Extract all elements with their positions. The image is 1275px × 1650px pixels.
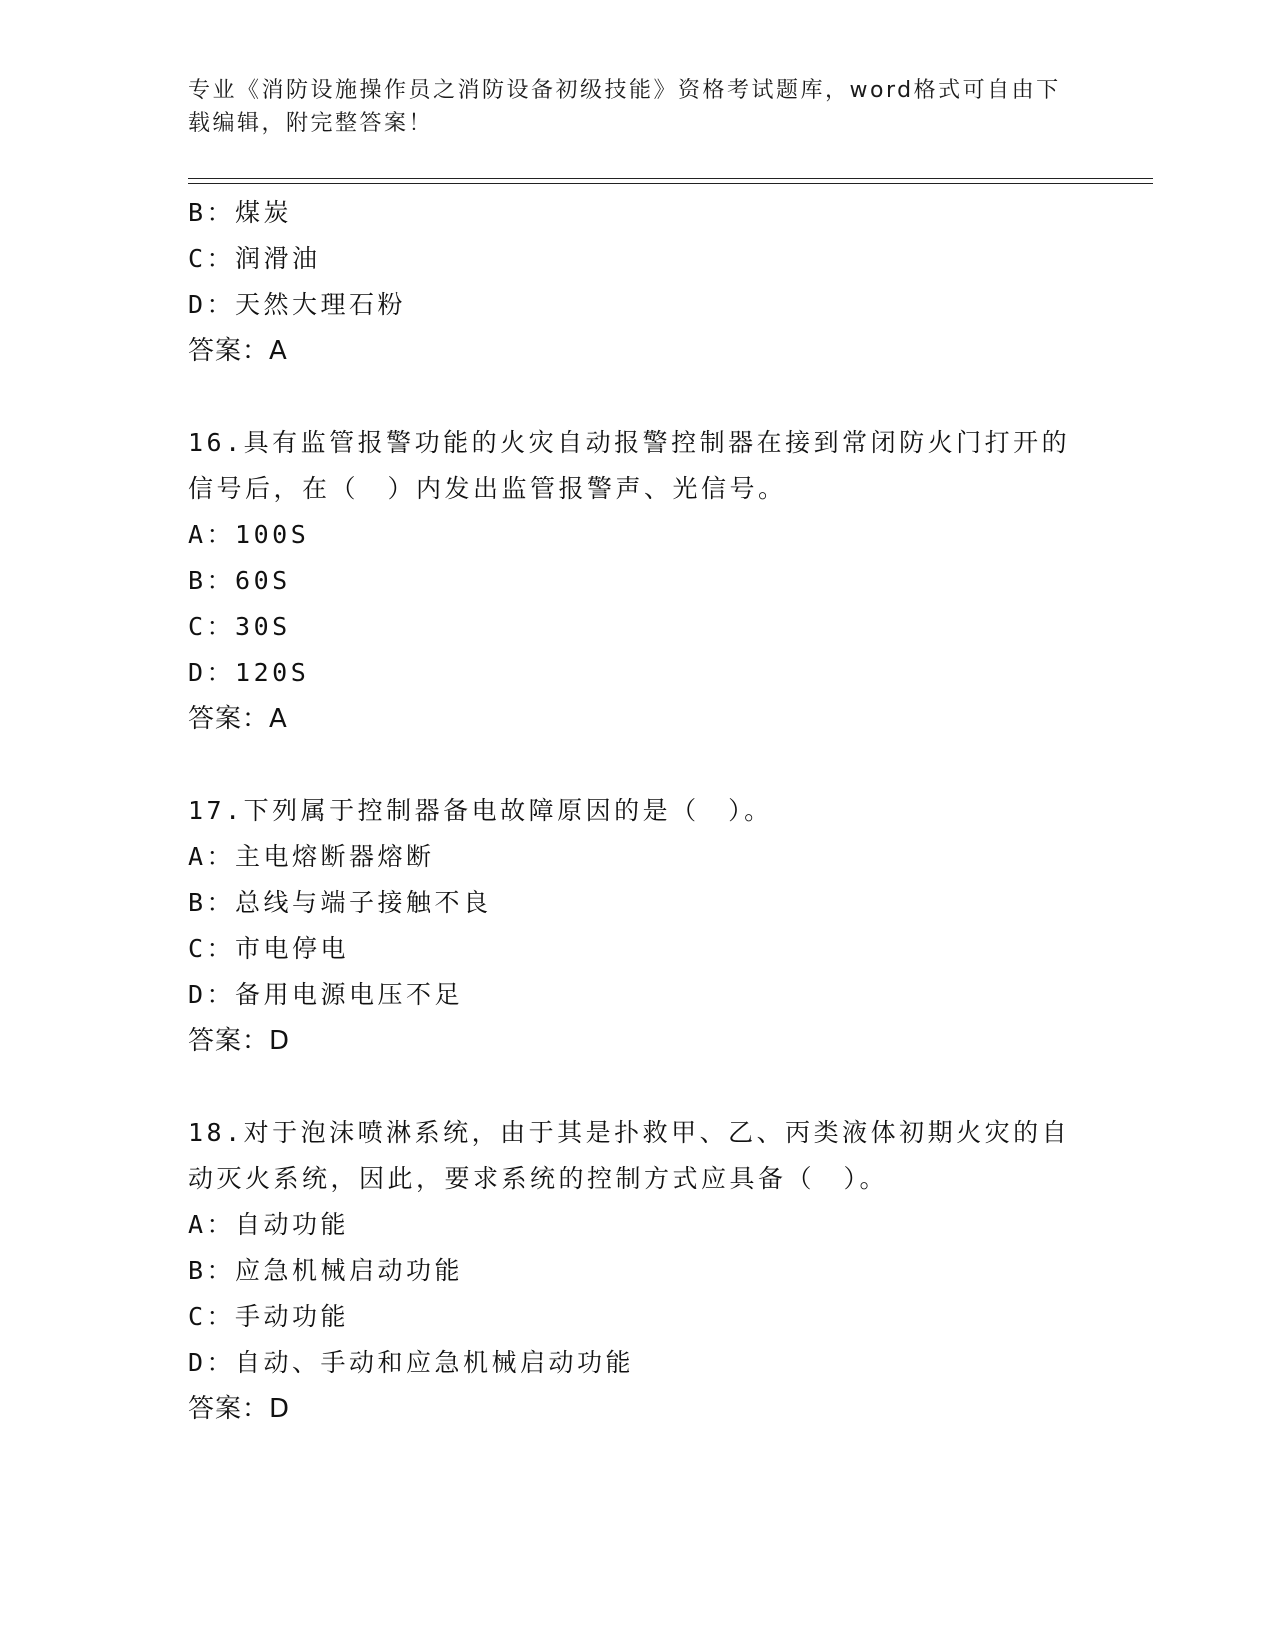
header-line-2: 载编辑，附完整答案！: [188, 111, 434, 136]
option-c: C：市电停电: [188, 934, 350, 963]
option-b: B：60S: [188, 566, 291, 595]
option-c: C：手动功能: [188, 1302, 350, 1331]
option-c: C：30S: [188, 612, 291, 641]
answer: 答案：A: [188, 336, 288, 366]
header-divider-bottom: [188, 183, 1153, 184]
option-d: D：120S: [188, 658, 310, 687]
document-header: [188, 74, 1088, 140]
question-15-tail: [188, 190, 1088, 374]
answer: 答案：A: [188, 704, 288, 734]
option-b: B：应急机械启动功能: [188, 1256, 464, 1285]
header-divider-top: [188, 178, 1153, 179]
question-stem: 信号后，在（ ）内发出监管报警声、光信号。: [188, 474, 787, 503]
option-d: D：备用电源电压不足: [188, 980, 464, 1009]
question-stem: 动灭火系统，因此，要求系统的控制方式应具备（ ）。: [188, 1164, 889, 1193]
option-a: A：主电熔断器熔断: [188, 842, 435, 871]
option-d: D：天然大理石粉: [188, 290, 407, 319]
spacer: [188, 374, 1088, 420]
option-c: C：润滑油: [188, 244, 321, 273]
question-stem: 16.具有监管报警功能的火灾自动报警控制器在接到常闭防火门打开的: [188, 428, 1071, 457]
question-stem: 18.对于泡沫喷淋系统，由于其是扑救甲、乙、丙类液体初期火灾的自: [188, 1118, 1071, 1147]
option-b: B：煤炭: [188, 198, 293, 227]
question-16: [188, 420, 1088, 742]
option-d: D：自动、手动和应急机械启动功能: [188, 1348, 635, 1377]
spacer: [188, 1064, 1088, 1110]
answer: 答案：D: [188, 1394, 291, 1424]
option-a: A：100S: [188, 520, 310, 549]
question-18: [188, 1110, 1088, 1432]
question-stem: 17.下列属于控制器备电故障原因的是（ ）。: [188, 796, 773, 825]
header-line-1: 专业《消防设施操作员之消防设备初级技能》资格考试题库，word格式可自由下: [188, 78, 1061, 103]
option-b: B：总线与端子接触不良: [188, 888, 492, 917]
question-17: [188, 788, 1088, 1064]
question-list: [188, 190, 1088, 1432]
spacer: [188, 742, 1088, 788]
option-a: A：自动功能: [188, 1210, 350, 1239]
answer: 答案：D: [188, 1026, 291, 1056]
